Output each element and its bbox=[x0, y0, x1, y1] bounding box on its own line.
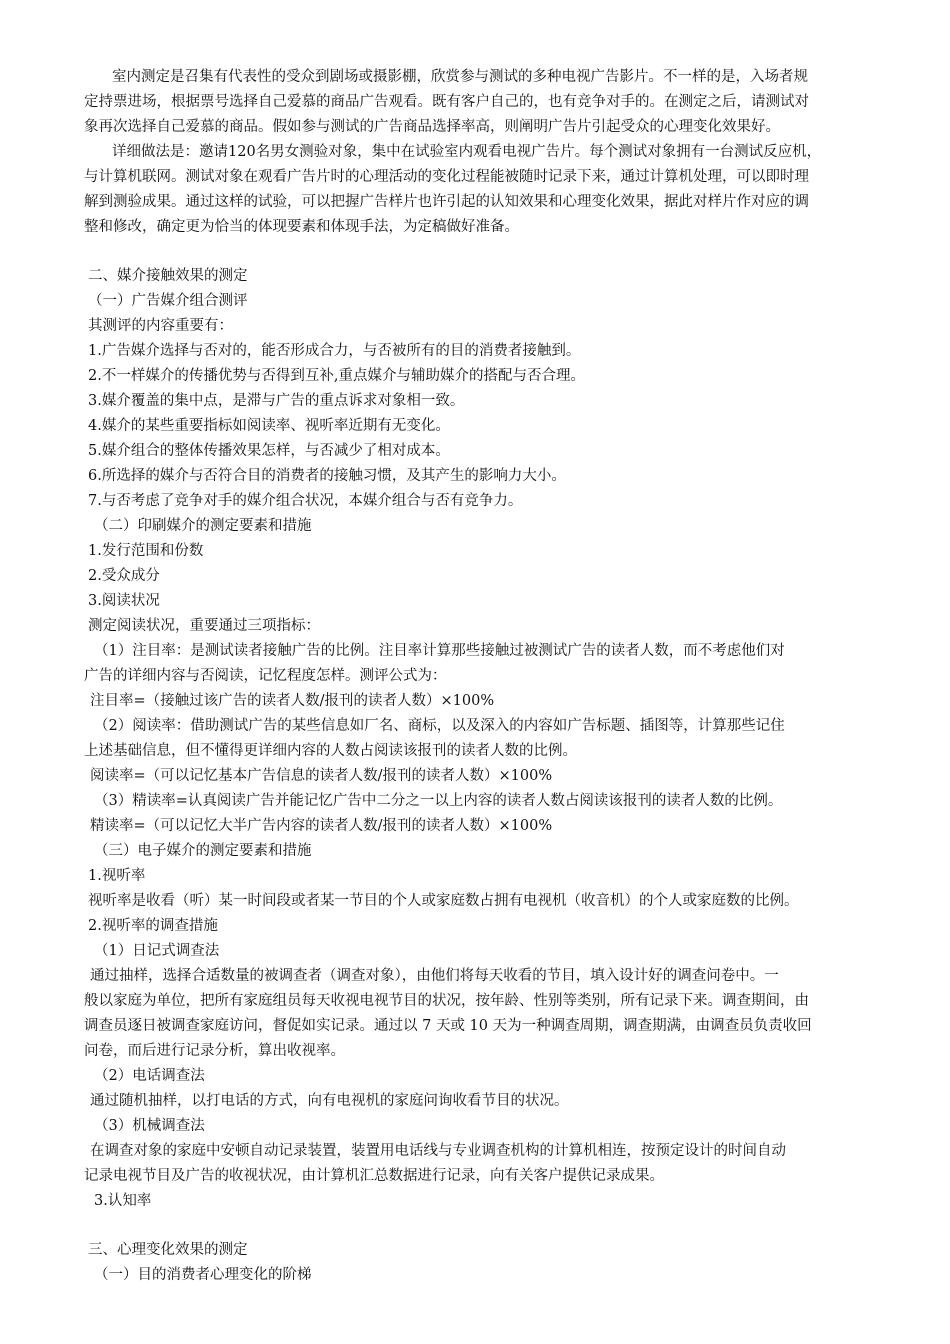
paragraph-indoor-test-line: 室内测定是召集有代表性的受众到剧场或摄影棚，欣赏参与测试的多种电视广告影片。不一样的是，入场者规 bbox=[112, 69, 808, 85]
list-item: 3.媒介覆盖的集中点，是滞与广告的重点诉求对象相一致。 bbox=[88, 393, 465, 409]
list-item: 2.受众成分 bbox=[88, 568, 160, 584]
subsection-heading: （1）日记式调查法 bbox=[94, 943, 220, 959]
list-item: 5.媒介组合的整体传播效果怎样，与否减少了相对成本。 bbox=[88, 443, 450, 459]
text-line: 测定阅读状况，重要通过三项指标： bbox=[88, 618, 320, 634]
subsection-heading: （3）机械调查法 bbox=[94, 1118, 205, 1134]
paragraph-method-line: 解到测验成果。通过这样的试验，可以把握广告样片也许引起的认知效果和心理变化效果，据此对样片作对应的调 bbox=[84, 194, 809, 210]
text-line: （2）阅读率：借助测试广告的某些信息如厂名、商标，以及深入的内容如广告标题、插图等，计算那些记住 bbox=[94, 718, 785, 734]
text-line: 其测评的内容重要有： bbox=[88, 318, 233, 334]
text-line: 般以家庭为单位，把所有家庭组员每天收视电视节目的状况，按年龄、性别等类别，所有记录下来。调查期间，由 bbox=[84, 993, 809, 1009]
list-item: 4.媒介的某些重要指标如阅读率、视听率近期有无变化。 bbox=[88, 418, 450, 434]
section-heading: 二、媒介接触效果的测定 bbox=[88, 268, 248, 284]
list-item: 3.认知率 bbox=[94, 1193, 152, 1209]
list-item: 1.发行范围和份数 bbox=[88, 543, 204, 559]
list-item: 2.视听率的调查措施 bbox=[88, 918, 218, 934]
text-line: 上述基础信息，但不懂得更详细内容的人数占阅读该报刊的读者人数的比例。 bbox=[84, 743, 577, 759]
text-line: （1）注目率：是测试读者接触广告的比例。注目率计算那些接触过被测试广告的读者人数，而不考虑他们对 bbox=[94, 643, 785, 659]
paragraph-indoor-test-line: 象再次选择自己爱慕的商品。假如参与测试的广告商品选择率高，则阐明广告片引起受众的心理变化效果好。 bbox=[84, 119, 780, 135]
list-item: 2.不一样媒介的传播优势与否得到互补,重点媒介与辅助媒介的搭配与否合理。 bbox=[88, 368, 585, 384]
text-line: 记录电视节目及广告的收视状况，由计算机汇总数据进行记录，向有关客户提供记录成果。 bbox=[84, 1168, 664, 1184]
subsection-heading: （二）印刷媒介的测定要素和措施 bbox=[94, 518, 312, 534]
text-line: 问卷，而后进行记录分析，算出收视率。 bbox=[84, 1043, 345, 1059]
text-line: 通过抽样，选择合适数量的被调查者（调查对象），由他们将每天收看的节目，填入设计好的调查问卷中。一 bbox=[90, 968, 779, 984]
text-line: 调查员逐日被调查家庭访问，督促如实记录。通过以 7 天或 10 天为一种调查周期，调查期满，由调查员负责收回 bbox=[84, 1018, 812, 1034]
paragraph-method-line: 与计算机联网。测试对象在观看广告片时的心理活动的变化过程能被随时记录下来，通过计算机处理，可以即时理 bbox=[84, 169, 809, 185]
section-heading: 三、心理变化效果的测定 bbox=[88, 1242, 248, 1258]
subsection-heading: （一）目的消费者心理变化的阶梯 bbox=[94, 1267, 312, 1283]
list-item: 6.所选择的媒介与否符合目的消费者的接触习惯，及其产生的影响力大小。 bbox=[88, 468, 566, 484]
paragraph-method-line: 整和修改，确定更为恰当的体现要素和体现手法，为定稿做好准备。 bbox=[84, 219, 519, 235]
formula-line: 阅读率=（可以记忆基本广告信息的读者人数/报刊的读者人数）×100% bbox=[90, 768, 553, 784]
list-item: 1.广告媒介选择与否对的，能否形成合力，与否被所有的目的消费者接触到。 bbox=[88, 343, 581, 359]
list-item: 7.与否考虑了竞争对手的媒介组合状况，本媒介组合与否有竞争力。 bbox=[88, 493, 523, 509]
text-line: （3）精读率=认真阅读广告并能记忆广告中二分之一以上内容的读者人数占阅读该报刊的读者人数的比例。 bbox=[94, 793, 783, 809]
text-line: 通过随机抽样，以打电话的方式，向有电视机的家庭问询收看节目的状况。 bbox=[90, 1093, 569, 1109]
text-line: 视听率是收看（听）某一时间段或者某一节目的个人或家庭数占拥有电视机（收音机）的个人或家庭数的比例。 bbox=[88, 893, 799, 909]
formula-line: 注目率=（接触过该广告的读者人数/报刊的读者人数）×100% bbox=[90, 693, 495, 709]
text-line: 在调查对象的家庭中安顿自动记录装置，装置用电话线与专业调查机构的计算机相连，按预定设计的时间自动 bbox=[90, 1143, 786, 1159]
subsection-heading: （一）广告媒介组合测评 bbox=[88, 293, 248, 309]
paragraph-method-line: 详细做法是：邀请120名男女测验对象，集中在试验室内观看电视广告片。每个测试对象拥有一台测试反应机， bbox=[112, 144, 822, 160]
list-item: 3.阅读状况 bbox=[88, 593, 160, 609]
list-item: 1.视听率 bbox=[88, 868, 146, 884]
paragraph-indoor-test-line: 定持票进场，根据票号选择自己爱慕的商品广告观看。既有客户自己的，也有竞争对手的。在测定之后，请测试对 bbox=[84, 94, 809, 110]
formula-line: 精读率=（可以记忆大半广告内容的读者人数/报刊的读者人数）×100% bbox=[90, 818, 553, 834]
text-line: 广告的详细内容与否阅读，记忆程度怎样。测评公式为： bbox=[84, 668, 447, 684]
subsection-heading: （2）电话调查法 bbox=[94, 1068, 205, 1084]
subsection-heading: （三）电子媒介的测定要素和措施 bbox=[94, 843, 312, 859]
